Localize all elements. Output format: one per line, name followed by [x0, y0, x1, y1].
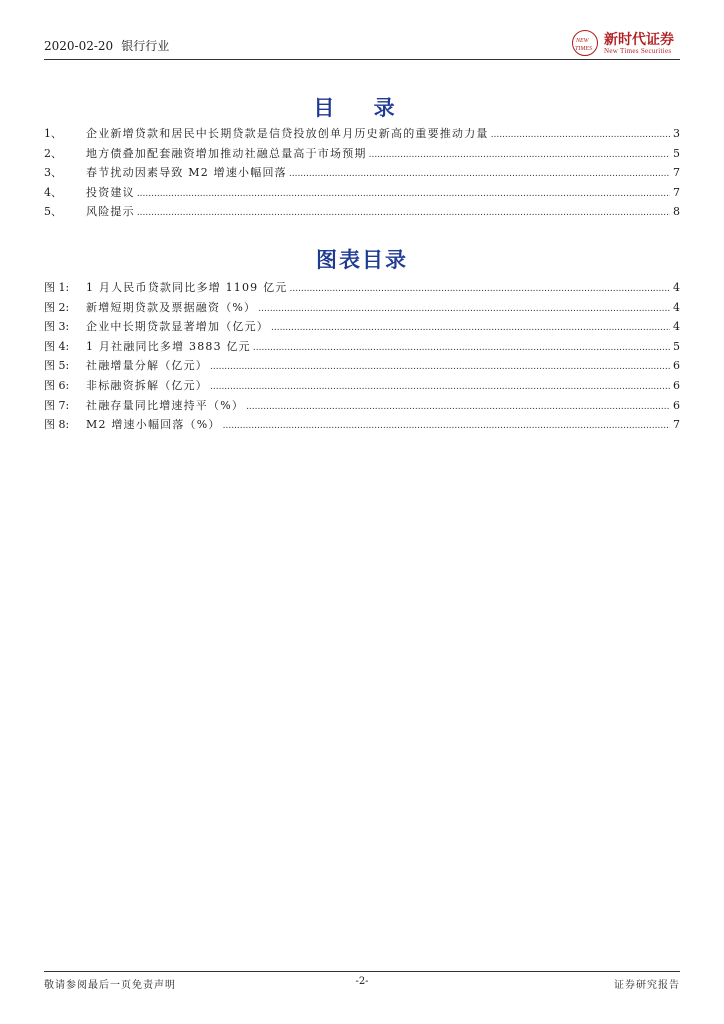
figure-entry-number: 图 5:	[44, 359, 70, 373]
toc-entry-number: 2、	[44, 146, 62, 160]
figure-entry-title: M2 增速小幅回落（%）	[86, 418, 221, 432]
figure-entry[interactable]	[44, 278, 680, 298]
leader-dots	[271, 319, 670, 339]
figure-entry-title: 1 月人民币贷款同比多增 1109 亿元	[86, 281, 288, 294]
leader-dots	[210, 378, 670, 398]
leader-dots	[246, 398, 670, 418]
toc-entry[interactable]	[44, 124, 680, 144]
toc-entry[interactable]	[44, 163, 680, 183]
toc-entry-page: 8	[673, 205, 680, 219]
toc-entry-page: 7	[673, 185, 680, 199]
logo-english-name: New Times Securities	[604, 47, 672, 55]
toc-entry[interactable]	[44, 144, 680, 164]
leader-dots	[210, 358, 670, 378]
leader-dots	[137, 185, 670, 205]
toc-entry[interactable]	[44, 183, 680, 203]
figure-entry[interactable]	[44, 356, 680, 376]
page-number: -2-	[355, 976, 369, 987]
figure-entry-number: 图 6:	[44, 378, 70, 392]
figure-entry[interactable]	[44, 396, 680, 416]
figure-entry-page: 5	[673, 339, 680, 353]
leader-dots	[491, 126, 670, 146]
leader-dots	[369, 146, 670, 166]
figure-entry-number: 图 7:	[44, 398, 70, 412]
figure-entry-page: 6	[673, 398, 680, 412]
figure-entry-page: 4	[673, 320, 680, 334]
page-footer	[44, 976, 680, 992]
figure-entry-number: 图 3:	[44, 320, 70, 334]
figure-entry[interactable]	[44, 376, 680, 396]
figure-entry-page: 7	[673, 418, 680, 432]
toc-entry-title: 风险提示	[86, 205, 135, 219]
leader-dots	[258, 300, 670, 320]
svg-text:TIMES: TIMES	[575, 46, 592, 52]
company-logo	[572, 28, 680, 58]
figure-entry[interactable]	[44, 415, 680, 435]
figure-entry-title: 企业中长期贷款显著增加（亿元）	[86, 320, 269, 334]
toc-entry-page: 5	[673, 146, 680, 160]
leader-dots	[289, 280, 670, 300]
leader-dots	[253, 339, 670, 359]
figure-entry-page: 6	[673, 378, 680, 392]
report-date: 2020-02-20	[44, 39, 114, 53]
toc-entry-number: 1、	[44, 127, 62, 140]
figure-entry-title: 社融增量分解（亿元）	[86, 359, 208, 373]
toc-entry-page: 3	[673, 127, 680, 140]
toc-entry-title: 春节扰动因素导致 M2 增速小幅回落	[86, 166, 287, 180]
disclaimer-notice: 敬请参阅最后一页免责声明	[44, 980, 176, 991]
toc-entry[interactable]	[44, 202, 680, 222]
toc-entry-number: 5、	[44, 205, 62, 219]
toc-entry-page: 7	[673, 166, 680, 180]
figure-entry-page: 6	[673, 359, 680, 373]
header-info	[44, 37, 169, 54]
figure-entry-title: 1 月社融同比多增 3883 亿元	[86, 339, 251, 353]
toc-entry-number: 3、	[44, 166, 62, 180]
report-type: 证券研究报告	[614, 980, 680, 991]
figure-entry-number: 图 4:	[44, 339, 70, 353]
figure-entry-number: 图 1:	[44, 281, 70, 294]
figure-entry-title: 社融存量同比增速持平（%）	[86, 398, 245, 412]
footer-divider	[44, 971, 680, 972]
sector-label: 银行行业	[121, 39, 170, 53]
toc-list	[44, 124, 680, 222]
figure-entry[interactable]	[44, 298, 680, 318]
figure-entry-number: 图 8:	[44, 418, 70, 432]
figure-entry-title: 新增短期贷款及票据融资（%）	[86, 300, 257, 314]
figure-entry-page: 4	[673, 300, 680, 314]
logo-chinese-name: 新时代证券	[604, 32, 674, 48]
header-divider	[44, 59, 680, 60]
leader-dots	[223, 417, 670, 437]
leader-dots	[137, 204, 670, 224]
toc-entry-title: 投资建议	[86, 185, 135, 199]
page-header	[44, 28, 680, 60]
leader-dots	[289, 165, 670, 185]
toc-entry-number: 4、	[44, 185, 62, 199]
figure-entry-title: 非标融资拆解（亿元）	[86, 378, 208, 392]
figure-entry-page: 4	[673, 281, 680, 294]
figure-entry[interactable]	[44, 317, 680, 337]
svg-text:NEW: NEW	[576, 38, 589, 44]
toc-heading: 目 录	[313, 96, 411, 120]
toc-entry-title: 企业新增贷款和居民中长期贷款是信贷投放创单月历史新高的重要推动力量	[86, 127, 489, 140]
toc-entry-title: 地方债叠加配套融资增加推动社融总量高于市场预期	[86, 146, 367, 160]
figures-heading: 图表目录	[316, 248, 408, 272]
figures-list	[44, 278, 680, 435]
logo-badge-icon	[572, 30, 598, 56]
figure-entry-number: 图 2:	[44, 300, 70, 314]
figure-entry[interactable]	[44, 337, 680, 357]
